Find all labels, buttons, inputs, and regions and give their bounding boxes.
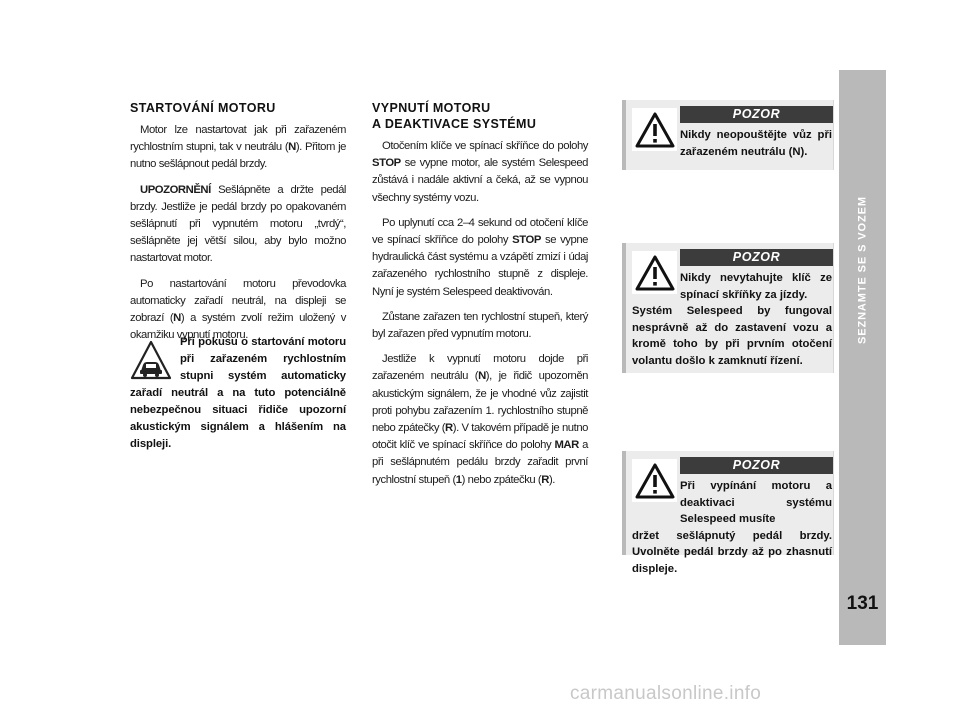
paragraph: UPOZORNĚNÍ Sešlápněte a držte pedál brzdy. Jestliže je pedál brzdy po opakovaném sešlápnutí při vypnutém motoru „tvrdý“, sešlápněte jej větší silou, aby bylo možno nastartovat motor. (130, 183, 346, 265)
middle-column (372, 100, 588, 497)
warning-title: POZOR (680, 106, 833, 123)
sidebar-title: SEZNAMTE SE S VOZEM (856, 196, 869, 344)
warning-box (622, 243, 834, 373)
paragraph: Po nastartování motoru převodovka automaticky zařadí neutrál, na displeji se zobrazí (N) a systém zvolí režim uložený v okamžiku vypnutí motoru. (130, 277, 346, 342)
caution-note: Při pokusu o startování motoru při zařazeném rychlostním stupni systém automaticky zařadí neutrál a na tuto potenciálně nebezpečnou situaci řidiče upozorní akustickým signálem a hlášením na displeji. (130, 336, 346, 450)
footer-watermark: carmanualsonline.info (570, 683, 762, 704)
car-caution-icon (130, 340, 172, 382)
warning-text: Nikdy neopouštějte vůz při zařazeném neutrálu (N). (680, 129, 832, 158)
warning-title: POZOR (680, 457, 833, 474)
warning-box (622, 451, 834, 575)
paragraph: Zůstane zařazen ten rychlostní stupeň, který byl zařazen před vypnutím motoru. (372, 310, 588, 341)
warning-text: Nikdy nevytahujte klíč ze spínací skříňky za jízdy. Systém Selespeed by fungoval nesprávně až do zastavení vozu a kromě toho by při prvním otočení volantu došlo k zamknutí řízení. (632, 272, 832, 367)
paragraph: Po uplynutí cca 2–4 sekund od otočení klíče ve spínací skříňce do polohy STOP se vypne hydraulická část systému a vzápětí zmizí i údaj zařazeného rychlostního stupně z displeje. Nyní je systém Selespeed deaktivován. (372, 216, 589, 298)
page-number: 131 (846, 593, 879, 614)
paragraph: Motor lze nastartovat jak při zařazeném rychlostním stupni, tak v neutrálu (N). Přitom je nutno sešlápnout pedál brzdy. (130, 124, 346, 171)
sidebar-tab (839, 70, 886, 645)
section-heading-shutdown: VYPNUTÍ MOTORU A DEAKTIVACE SYSTÉMU (372, 101, 537, 131)
warning-text: Při vypínání motoru a deaktivaci systému Selespeed musíte držet sešlápnutý pedál brzdy. Uvolněte pedál brzdy až po zhasnutí displeje. (632, 480, 832, 575)
section-heading-starting: STARTOVÁNÍ MOTORU (130, 101, 276, 115)
warning-box (622, 100, 834, 170)
left-column (130, 100, 346, 352)
paragraph: Jestliže k vypnutí motoru dojde při zařazeném neutrálu (N), je řidič upozorněn akustickým signálem, že je vhodné vůz zajistit proti pohybu zařazením 1. rychlostního stupně nebo zpátečky (R). V takovém případě je nutno otočit klíč ve spínací skříňce do polohy MAR a při sešlápnutém pedálu brzdy zařadit první rychlostní stupeň (1) nebo zpátečku (R). (372, 353, 589, 486)
warning-title: POZOR (680, 249, 833, 266)
paragraph: Otočením klíče ve spínací skříňce do polohy STOP se vypne motor, ale systém Selespeed zůstává i nadále aktivní a čeká, až se vypnou všechny systémy vozu. (372, 140, 588, 204)
